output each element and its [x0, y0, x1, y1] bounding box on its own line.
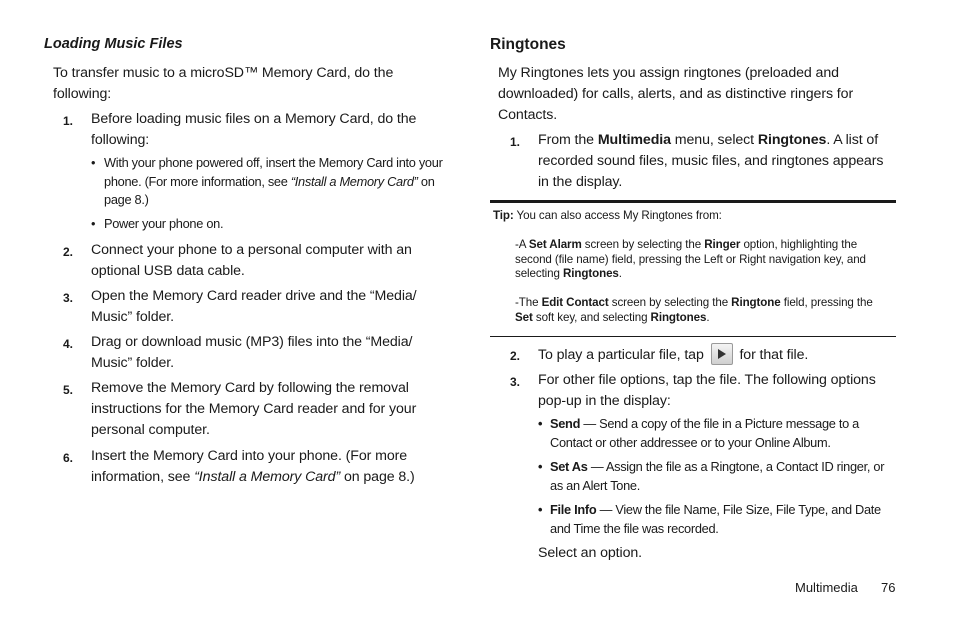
bullet-marker: •	[538, 416, 543, 431]
bullet-marker: •	[538, 502, 543, 517]
step-text: For other file options, tap the file. The following options pop-up in the display:	[538, 372, 876, 409]
closing-text: Select an option.	[538, 545, 642, 561]
intro-paragraph: My Ringtones lets you assign ringtones (preloaded and downloaded) for calls, alerts, and as distinctive ringers for Contacts.	[498, 65, 854, 123]
step-text: Before loading music files on a Memory Card, do the following:	[91, 111, 417, 148]
step-number: 1.	[63, 114, 74, 128]
tip-line: -The Edit Contact screen by selecting the Ringtone field, pressing the Set soft key, and selecting Ringtones.	[515, 296, 873, 324]
step-text: Remove the Memory Card by following the removal instructions for the Memory Card reader and for your personal computer.	[91, 380, 417, 438]
step-number: 6.	[63, 451, 74, 465]
bullet-marker: •	[91, 216, 96, 231]
option-item: Set As — Assign the file as a Ringtone, a Contact ID ringer, or as an Alert Tone.	[550, 459, 885, 493]
tip-intro: Tip: You can also access My Ringtones from:	[493, 209, 722, 222]
step-text: Connect your phone to a personal computer with an optional USB data cable.	[91, 242, 412, 279]
bullet-marker: •	[91, 155, 96, 170]
section-heading: Ringtones	[490, 36, 566, 53]
step-number: 3.	[63, 291, 74, 305]
step-number: 4.	[63, 337, 74, 351]
section-heading: Loading Music Files	[44, 36, 183, 52]
step-number: 1.	[510, 135, 521, 149]
sub-bullet: Power your phone on.	[104, 216, 224, 231]
step-text: To play a particular file, tap for that file.	[538, 344, 898, 366]
step-text: Insert the Memory Card into your phone. (For more information, see “Install a Memory Card” on page 8.)	[91, 448, 415, 485]
bullet-marker: •	[538, 459, 543, 474]
intro-paragraph: To transfer music to a microSD™ Memory Card, do the following:	[53, 65, 394, 102]
step-number: 2.	[510, 349, 521, 363]
step-text: From the Multimedia menu, select Ringtones. A list of recorded sound files, music files, and ringtones appears in the display.	[538, 132, 884, 190]
option-item: File Info — View the file Name, File Size, File Type, and Date and Time the file was recorded.	[550, 502, 881, 536]
step-text: Drag or download music (MP3) files into the “Media/ Music” folder.	[91, 334, 413, 371]
option-item: Send — Send a copy of the file in a Picture message to a Contact or other addressee or to your Online Album.	[550, 416, 859, 450]
step-number: 5.	[63, 383, 74, 397]
play-icon[interactable]	[711, 343, 733, 365]
cross-reference-link[interactable]: “Install a Memory Card”	[194, 469, 341, 485]
sub-bullet: With your phone powered off, insert the Memory Card into your phone. (For more information, see “Install a Memory Card” on page 8.)	[104, 155, 443, 207]
step-text: Open the Memory Card reader drive and the “Media/ Music” folder.	[91, 288, 417, 325]
step-number: 3.	[510, 375, 521, 389]
tip-line: -A Set Alarm screen by selecting the Ringer option, highlighting the second (file name) field, pressing the Left or Right navigation key, and selecting Ringtones.	[515, 238, 866, 281]
cross-reference-link[interactable]: “Install a Memory Card”	[290, 173, 418, 189]
step-number: 2.	[63, 245, 74, 259]
page-number: 76	[881, 580, 896, 595]
footer-section: Multimedia	[795, 580, 858, 595]
tip-label: Tip:	[493, 209, 514, 222]
